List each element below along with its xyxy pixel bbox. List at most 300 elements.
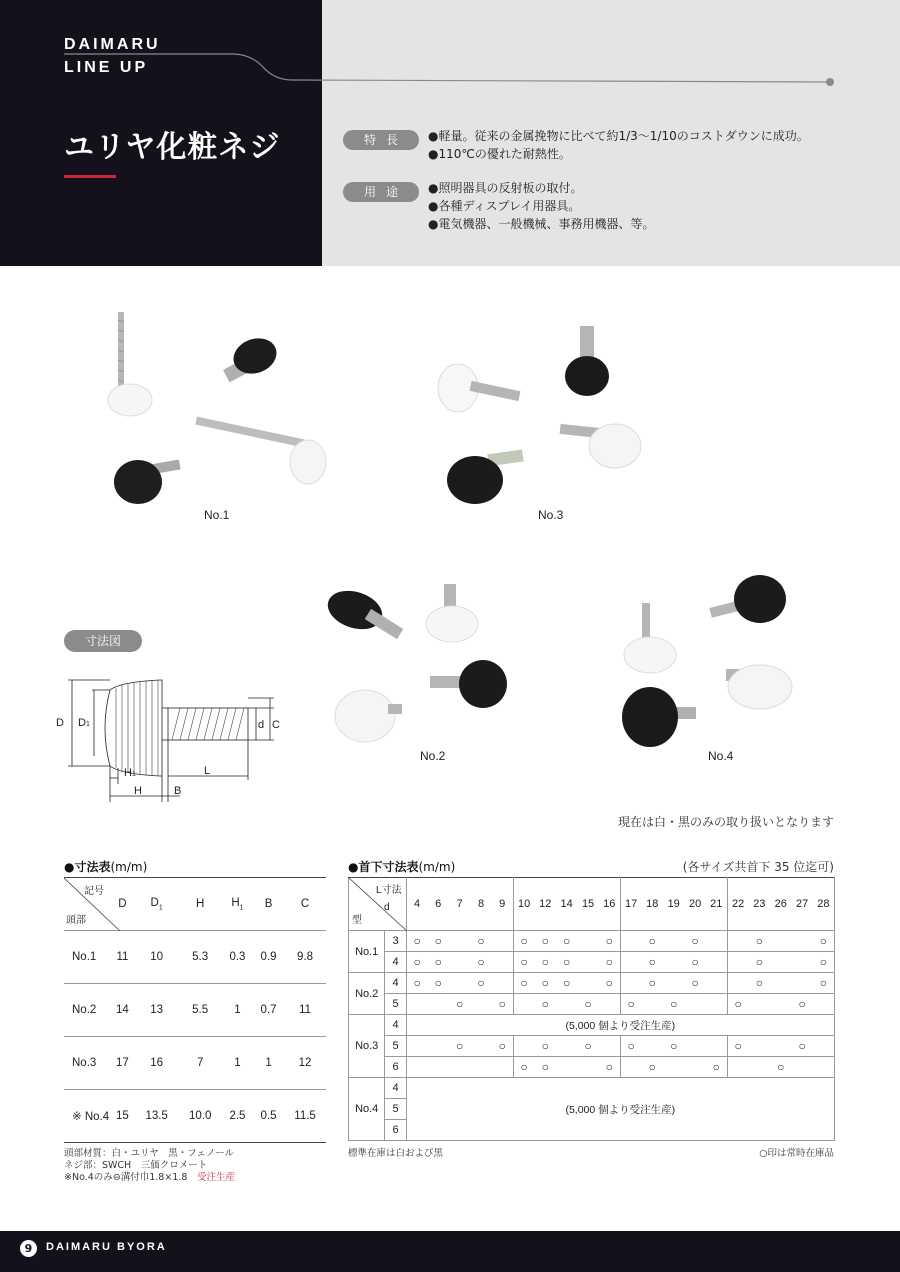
stock-circle-icon: ○ bbox=[755, 955, 763, 969]
stock-circle-icon: ○ bbox=[541, 934, 549, 948]
feature-item: ●軽量。従来の金属挽物に比べて約1/3〜1/10のコストダウンに成功。 bbox=[428, 129, 809, 143]
cell: 13 bbox=[135, 984, 179, 1037]
cell: 10 bbox=[135, 931, 179, 984]
mark-cell bbox=[663, 1057, 684, 1078]
length-header: 27 bbox=[791, 878, 812, 931]
mark-cell bbox=[406, 1057, 427, 1078]
mark-cell bbox=[684, 1036, 705, 1057]
mark-cell bbox=[642, 1036, 663, 1057]
stock-circle-icon: ○ bbox=[498, 997, 506, 1011]
mark-cell bbox=[428, 1057, 449, 1078]
table1-note3-prefix: ※No.4のみ⊖溝付巾1.8×1.8 bbox=[64, 1172, 188, 1183]
page-number: 9 bbox=[20, 1240, 37, 1257]
mark-cell bbox=[684, 973, 705, 994]
mark-cell bbox=[556, 1036, 577, 1057]
dim-C: C bbox=[272, 719, 280, 731]
cell: 10.0 bbox=[178, 1090, 222, 1143]
mark-cell bbox=[727, 931, 748, 952]
photo-no3-label: No.3 bbox=[538, 508, 564, 522]
table-row bbox=[349, 1036, 835, 1057]
stock-circle-icon: ○ bbox=[605, 955, 613, 969]
stock-circle-icon: ○ bbox=[712, 1060, 720, 1074]
stock-circle-icon: ○ bbox=[456, 1039, 464, 1053]
mark-cell bbox=[706, 994, 727, 1015]
type-name: No.1 bbox=[349, 931, 385, 973]
mark-cell bbox=[535, 952, 556, 973]
col-header: H bbox=[178, 878, 222, 931]
cell: 0.5 bbox=[253, 1090, 284, 1143]
stock-circle-icon: ○ bbox=[648, 976, 656, 990]
table-row bbox=[64, 984, 326, 1037]
stock-circle-icon: ○ bbox=[520, 1060, 528, 1074]
mark-cell bbox=[535, 994, 556, 1015]
corner-bottom-label: 頭部 bbox=[66, 915, 86, 926]
corner-top-label: 記号 bbox=[84, 886, 104, 897]
diameter-cell: 4 bbox=[385, 1078, 406, 1099]
mark-cell bbox=[770, 931, 791, 952]
mark-cell bbox=[535, 931, 556, 952]
stock-circle-icon: ○ bbox=[627, 997, 635, 1011]
mark-cell bbox=[684, 994, 705, 1015]
length-header: 19 bbox=[663, 878, 684, 931]
stock-circle-icon: ○ bbox=[563, 976, 571, 990]
mark-cell bbox=[770, 973, 791, 994]
corner-d-label: d bbox=[384, 902, 390, 913]
stock-circle-icon: ○ bbox=[734, 1039, 742, 1053]
table1-note: ネジ部：SWCH 三価クロメート bbox=[64, 1160, 208, 1171]
mark-cell bbox=[791, 1057, 812, 1078]
length-header: 8 bbox=[470, 878, 491, 931]
stock-circle-icon: ○ bbox=[541, 955, 549, 969]
mark-cell bbox=[813, 1036, 835, 1057]
mark-cell bbox=[556, 1057, 577, 1078]
dim-B: B bbox=[174, 785, 182, 797]
mark-cell bbox=[449, 952, 470, 973]
mark-cell bbox=[663, 973, 684, 994]
length-header: 9 bbox=[492, 878, 513, 931]
mark-cell bbox=[791, 1036, 812, 1057]
table1-header-row bbox=[64, 878, 326, 931]
mark-cell bbox=[770, 1057, 791, 1078]
mark-cell bbox=[470, 994, 491, 1015]
stock-circle-icon: ○ bbox=[520, 955, 528, 969]
row-name: ※ No.4 bbox=[64, 1090, 110, 1143]
mark-cell bbox=[406, 952, 427, 973]
dim-L: L bbox=[204, 765, 211, 777]
dim-D: D bbox=[56, 717, 64, 729]
mark-cell bbox=[535, 1057, 556, 1078]
mark-cell bbox=[770, 952, 791, 973]
mark-cell bbox=[706, 973, 727, 994]
mark-cell bbox=[727, 952, 748, 973]
mark-cell bbox=[577, 994, 598, 1015]
features-list bbox=[428, 127, 809, 163]
table2-header-row bbox=[349, 878, 835, 931]
table1-corner bbox=[64, 878, 110, 931]
mark-cell bbox=[470, 931, 491, 952]
table2-title-unit: (m/m) bbox=[418, 860, 456, 874]
stock-circle-icon: ○ bbox=[819, 934, 828, 948]
table1-note bbox=[64, 1172, 235, 1184]
stock-circle-icon: ○ bbox=[541, 997, 549, 1011]
mark-cell bbox=[642, 1057, 663, 1078]
mark-cell bbox=[620, 931, 641, 952]
stock-circle-icon: ○ bbox=[798, 997, 806, 1011]
mark-cell bbox=[492, 994, 513, 1015]
length-header: 18 bbox=[642, 878, 663, 931]
mark-cell bbox=[791, 952, 812, 973]
mark-cell bbox=[470, 973, 491, 994]
mark-cell bbox=[663, 931, 684, 952]
mark-cell bbox=[663, 1036, 684, 1057]
footer bbox=[0, 1231, 900, 1272]
mark-cell bbox=[770, 994, 791, 1015]
corner-top-label: L寸法 bbox=[376, 885, 402, 896]
stock-circle-icon: ○ bbox=[819, 976, 828, 990]
mark-cell bbox=[556, 952, 577, 973]
table2-corner bbox=[349, 878, 407, 931]
uses-list bbox=[428, 179, 654, 233]
diameter-cell: 5 bbox=[385, 994, 406, 1015]
photo-no3 bbox=[430, 318, 650, 518]
mark-cell bbox=[620, 994, 641, 1015]
mark-cell bbox=[599, 931, 620, 952]
cell: 16 bbox=[135, 1037, 179, 1090]
length-header: 20 bbox=[684, 878, 705, 931]
cell: 1 bbox=[253, 1037, 284, 1090]
length-header: 6 bbox=[428, 878, 449, 931]
mark-cell bbox=[684, 1057, 705, 1078]
photo-no1-label: No.1 bbox=[204, 508, 230, 522]
table2-title bbox=[348, 858, 455, 875]
mark-cell bbox=[513, 973, 534, 994]
mark-cell bbox=[428, 973, 449, 994]
table2-note-right: ○印は常時在庫品 bbox=[759, 1148, 834, 1159]
brand-line1: DAIMARU bbox=[64, 36, 161, 53]
cell: 7 bbox=[178, 1037, 222, 1090]
mark-cell bbox=[642, 931, 663, 952]
mark-cell bbox=[727, 1036, 748, 1057]
diameter-cell: 5 bbox=[385, 1036, 406, 1057]
diameter-cell: 4 bbox=[385, 952, 406, 973]
mark-cell bbox=[791, 973, 812, 994]
table1-title-unit: (m/m) bbox=[110, 860, 148, 874]
type-name: No.3 bbox=[349, 1015, 385, 1078]
table-row bbox=[349, 952, 835, 973]
length-header: 4 bbox=[406, 878, 427, 931]
use-item: ●照明器具の反射板の取付。 bbox=[428, 181, 583, 195]
table2-note-left: 標準在庫は白および黒 bbox=[348, 1148, 444, 1159]
mark-cell bbox=[535, 1036, 556, 1057]
mark-cell bbox=[428, 952, 449, 973]
mark-cell bbox=[706, 931, 727, 952]
order-note: (5,000 個より受注生産) bbox=[406, 1078, 834, 1141]
mark-cell bbox=[813, 973, 835, 994]
mark-cell bbox=[556, 931, 577, 952]
table2-subtitle: (各サイズ共首下 35 位迄可) bbox=[682, 860, 834, 874]
mark-cell bbox=[492, 973, 513, 994]
length-table bbox=[348, 877, 835, 1141]
mark-cell bbox=[428, 1036, 449, 1057]
mark-cell bbox=[749, 1036, 770, 1057]
uses-label: 用途 bbox=[343, 182, 419, 202]
photo-no1 bbox=[90, 300, 340, 515]
stock-circle-icon: ○ bbox=[584, 1039, 592, 1053]
stock-circle-icon: ○ bbox=[605, 1060, 613, 1074]
mark-cell bbox=[470, 952, 491, 973]
length-header: 7 bbox=[449, 878, 470, 931]
stock-circle-icon: ○ bbox=[648, 1060, 656, 1074]
stock-circle-icon: ○ bbox=[413, 976, 421, 990]
mark-cell bbox=[556, 973, 577, 994]
mark-cell bbox=[663, 952, 684, 973]
type-name: No.2 bbox=[349, 973, 385, 1015]
col-header: B bbox=[253, 878, 284, 931]
col-header-text: $D_1$ bbox=[150, 896, 163, 912]
mark-cell bbox=[599, 994, 620, 1015]
mark-cell bbox=[577, 1036, 598, 1057]
table1-title-text: ●寸法表 bbox=[64, 860, 111, 874]
mark-cell bbox=[470, 1036, 491, 1057]
mark-cell bbox=[749, 973, 770, 994]
length-header: 17 bbox=[620, 878, 641, 931]
stock-circle-icon: ○ bbox=[477, 976, 485, 990]
table-row bbox=[349, 973, 835, 994]
cell: 5.5 bbox=[178, 984, 222, 1037]
length-header: 15 bbox=[577, 878, 598, 931]
stock-circle-icon: ○ bbox=[541, 1039, 549, 1053]
mark-cell bbox=[620, 1036, 641, 1057]
mark-cell bbox=[513, 994, 534, 1015]
stock-circle-icon: ○ bbox=[434, 934, 442, 948]
mark-cell bbox=[449, 931, 470, 952]
mark-cell bbox=[749, 994, 770, 1015]
mark-cell bbox=[513, 952, 534, 973]
use-item: ●電気機器、一般機械、事務用機器、等。 bbox=[428, 217, 655, 231]
table-row bbox=[349, 1078, 835, 1099]
stock-circle-icon: ○ bbox=[413, 934, 421, 948]
brand-line2: LINE UP bbox=[64, 59, 149, 76]
cell: 11 bbox=[284, 984, 326, 1037]
stock-circle-icon: ○ bbox=[413, 955, 421, 969]
availability-note: 現在は白・黒のみの取り扱いとなります bbox=[617, 815, 834, 829]
mark-cell bbox=[813, 952, 835, 973]
stock-circle-icon: ○ bbox=[691, 934, 699, 948]
mark-cell bbox=[642, 952, 663, 973]
col-header: $H_1$ bbox=[222, 878, 253, 931]
mark-cell bbox=[684, 952, 705, 973]
dim-d: d bbox=[258, 719, 265, 731]
mark-cell bbox=[577, 931, 598, 952]
length-header: 26 bbox=[770, 878, 791, 931]
mark-cell bbox=[791, 994, 812, 1015]
mark-cell bbox=[449, 994, 470, 1015]
feature-item: ●110℃の優れた耐熱性。 bbox=[428, 147, 571, 161]
mark-cell bbox=[620, 973, 641, 994]
length-header: 16 bbox=[599, 878, 620, 931]
mark-cell bbox=[706, 1057, 727, 1078]
mark-cell bbox=[684, 931, 705, 952]
mark-cell bbox=[706, 1036, 727, 1057]
mark-cell bbox=[449, 973, 470, 994]
type-name: No.4 bbox=[349, 1078, 385, 1141]
table-row bbox=[349, 1015, 835, 1036]
mark-cell bbox=[749, 1057, 770, 1078]
length-header: 12 bbox=[535, 878, 556, 931]
table-row bbox=[64, 931, 326, 984]
mark-cell bbox=[599, 1036, 620, 1057]
mark-cell bbox=[406, 1036, 427, 1057]
stock-circle-icon: ○ bbox=[563, 955, 571, 969]
stock-circle-icon: ○ bbox=[477, 955, 485, 969]
order-note: (5,000 個より受注生産) bbox=[406, 1015, 834, 1036]
table1-notes bbox=[64, 1148, 235, 1184]
mark-cell bbox=[620, 952, 641, 973]
stock-circle-icon: ○ bbox=[670, 1039, 678, 1053]
photo-no2-label: No.2 bbox=[420, 749, 446, 763]
length-header: 22 bbox=[727, 878, 748, 931]
photo-no4 bbox=[610, 565, 840, 770]
stock-circle-icon: ○ bbox=[541, 1060, 549, 1074]
cell: 0.7 bbox=[253, 984, 284, 1037]
stock-circle-icon: ○ bbox=[777, 1060, 785, 1074]
mark-cell bbox=[813, 994, 835, 1015]
cell: 0.9 bbox=[253, 931, 284, 984]
diameter-cell: 4 bbox=[385, 973, 406, 994]
page-title: ユリヤ化粧ネジ bbox=[64, 130, 281, 165]
table1-note3-red: 受注生産 bbox=[196, 1172, 235, 1183]
stock-circle-icon: ○ bbox=[520, 934, 528, 948]
title-accent-bar bbox=[64, 175, 116, 178]
stock-circle-icon: ○ bbox=[819, 955, 828, 969]
stock-circle-icon: ○ bbox=[434, 955, 442, 969]
mark-cell bbox=[791, 931, 812, 952]
table2-title-text: ●首下寸法表 bbox=[348, 860, 419, 874]
stock-circle-icon: ○ bbox=[691, 955, 699, 969]
col-header: D bbox=[110, 878, 135, 931]
photo-no4-label: No.4 bbox=[708, 749, 734, 763]
diameter-cell: 3 bbox=[385, 931, 406, 952]
mark-cell bbox=[642, 994, 663, 1015]
stock-circle-icon: ○ bbox=[691, 976, 699, 990]
diameter-cell: 5 bbox=[385, 1099, 406, 1120]
dim-H1: H1 bbox=[124, 767, 136, 779]
col-header bbox=[135, 878, 179, 931]
mark-cell bbox=[492, 1036, 513, 1057]
mark-cell bbox=[749, 952, 770, 973]
length-header: 10 bbox=[513, 878, 534, 931]
cell: 0.3 bbox=[222, 931, 253, 984]
cell: 1 bbox=[222, 1037, 253, 1090]
cell: 15 bbox=[110, 1090, 135, 1143]
stock-circle-icon: ○ bbox=[477, 934, 485, 948]
length-header: 14 bbox=[556, 878, 577, 931]
stock-circle-icon: ○ bbox=[798, 1039, 806, 1053]
mark-cell bbox=[727, 973, 748, 994]
cell: 9.8 bbox=[284, 931, 326, 984]
stock-circle-icon: ○ bbox=[670, 997, 678, 1011]
mark-cell bbox=[470, 1057, 491, 1078]
mark-cell bbox=[406, 931, 427, 952]
mark-cell bbox=[428, 931, 449, 952]
stock-circle-icon: ○ bbox=[648, 955, 656, 969]
mark-cell bbox=[428, 994, 449, 1015]
cell: 5.3 bbox=[178, 931, 222, 984]
table-row bbox=[349, 994, 835, 1015]
mark-cell bbox=[577, 952, 598, 973]
stock-circle-icon: ○ bbox=[734, 997, 742, 1011]
cell: 17 bbox=[110, 1037, 135, 1090]
mark-cell bbox=[599, 973, 620, 994]
mark-cell bbox=[556, 994, 577, 1015]
stock-circle-icon: ○ bbox=[434, 976, 442, 990]
table-row bbox=[64, 1037, 326, 1090]
mark-cell bbox=[577, 973, 598, 994]
cell: 11 bbox=[110, 931, 135, 984]
mark-cell bbox=[577, 1057, 598, 1078]
col-header: C bbox=[284, 878, 326, 931]
mark-cell bbox=[492, 952, 513, 973]
dimension-table bbox=[64, 877, 326, 1143]
row-name: No.3 bbox=[64, 1037, 110, 1090]
cell: 14 bbox=[110, 984, 135, 1037]
mark-cell bbox=[492, 1057, 513, 1078]
mark-cell bbox=[492, 931, 513, 952]
cell: 2.5 bbox=[222, 1090, 253, 1143]
mark-cell bbox=[535, 973, 556, 994]
diameter-cell: 4 bbox=[385, 1015, 406, 1036]
table1-title bbox=[64, 858, 147, 875]
mark-cell bbox=[620, 1057, 641, 1078]
table-row bbox=[64, 1090, 326, 1143]
stock-circle-icon: ○ bbox=[755, 934, 763, 948]
table-row bbox=[349, 931, 835, 952]
footer-brand: DAIMARU BYORA bbox=[46, 1241, 167, 1253]
cell: 1 bbox=[222, 984, 253, 1037]
stock-circle-icon: ○ bbox=[605, 976, 613, 990]
brand-lineup bbox=[64, 33, 161, 79]
mark-cell bbox=[406, 994, 427, 1015]
cell: 13.5 bbox=[135, 1090, 179, 1143]
stock-circle-icon: ○ bbox=[584, 997, 592, 1011]
row-name: No.1 bbox=[64, 931, 110, 984]
stock-circle-icon: ○ bbox=[605, 934, 613, 948]
diameter-cell: 6 bbox=[385, 1057, 406, 1078]
use-item: ●各種ディスプレイ用器具。 bbox=[428, 199, 581, 213]
mark-cell bbox=[642, 973, 663, 994]
table1-note: 頭部材質：白・ユリヤ 黒・フェノール bbox=[64, 1148, 235, 1159]
mark-cell bbox=[706, 952, 727, 973]
stock-circle-icon: ○ bbox=[520, 976, 528, 990]
stock-circle-icon: ○ bbox=[541, 976, 549, 990]
mark-cell bbox=[513, 931, 534, 952]
table-row bbox=[349, 1057, 835, 1078]
length-header: 21 bbox=[706, 878, 727, 931]
mark-cell bbox=[513, 1036, 534, 1057]
cell: 12 bbox=[284, 1037, 326, 1090]
mark-cell bbox=[599, 1057, 620, 1078]
stock-circle-icon: ○ bbox=[456, 997, 464, 1011]
cell: 11.5 bbox=[284, 1090, 326, 1143]
stock-circle-icon: ○ bbox=[498, 1039, 506, 1053]
mark-cell bbox=[513, 1057, 534, 1078]
mark-cell bbox=[599, 952, 620, 973]
stock-circle-icon: ○ bbox=[627, 1039, 635, 1053]
diameter-cell: 6 bbox=[385, 1120, 406, 1141]
dim-H: H bbox=[134, 785, 142, 797]
mark-cell bbox=[727, 994, 748, 1015]
length-header: 23 bbox=[749, 878, 770, 931]
